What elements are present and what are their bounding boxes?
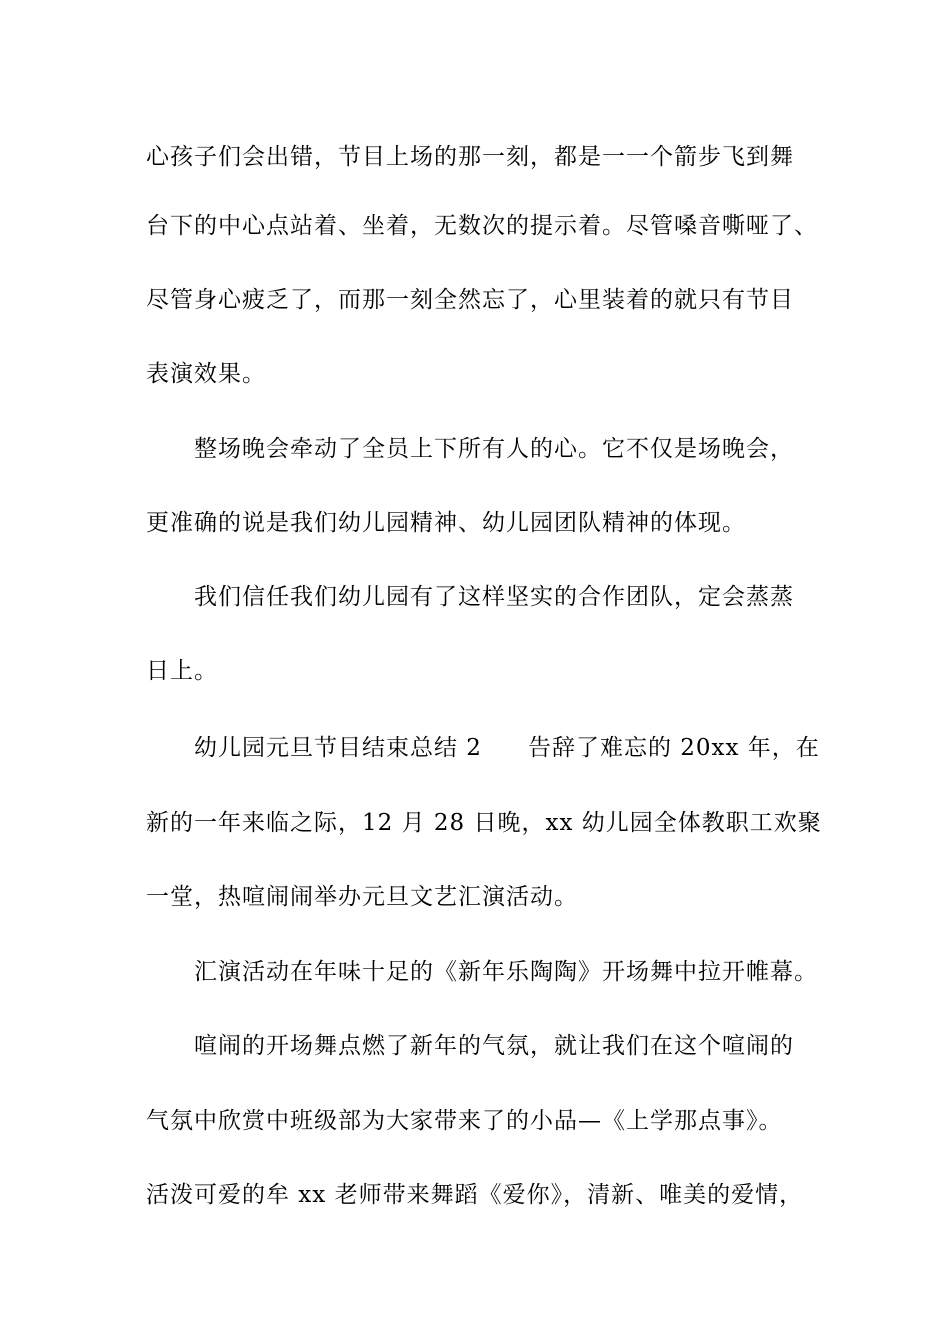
section-text: 告辞了难忘的 20xx 年，在 [527, 735, 820, 761]
text-line: 尽管身心疲乏了，而那一刻全然忘了，心里装着的就只有节目 [146, 287, 794, 313]
text-line: 气氛中欣赏中班级部为大家带来了的小品—《上学那点事》。 [146, 1108, 783, 1134]
text-line: 汇演活动在年味十足的《新年乐陶陶》开场舞中拉开帷幕。 [194, 959, 818, 985]
text-line: 我们信任我们幼儿园有了这样坚实的合作团队，定会蒸蒸 [194, 584, 794, 610]
heading-line [194, 733, 914, 763]
text-line: 日上。 [146, 658, 218, 684]
text-line: 更准确的说是我们幼儿园精神、幼儿园团队精神的体现。 [146, 510, 746, 536]
text-line: 心孩子们会出错，节目上场的那一刻，都是一一个箭步飞到舞 [146, 144, 794, 170]
text-line: 台下的中心点站着、坐着，无数次的提示着。尽管嗓音嘶哑了、 [146, 213, 818, 239]
text-line: 新的一年来临之际，12 月 28 日晚，xx 幼儿园全体教职工欢聚 [146, 810, 822, 836]
text-line: 整场晚会牵动了全员上下所有人的心。它不仅是场晚会， [194, 436, 794, 462]
text-line: 喧闹的开场舞点燃了新年的气氛，就让我们在这个喧闹的 [194, 1033, 794, 1059]
section-title: 幼儿园元旦节目结束总结 2 [194, 735, 482, 761]
text-line: 活泼可爱的牟 xx 老师带来舞蹈《爱你》，清新、唯美的爱情， [146, 1182, 804, 1208]
text-line: 一堂，热喧闹闹举办元旦文艺汇演活动。 [146, 884, 578, 910]
text-line: 表演效果。 [146, 361, 266, 387]
